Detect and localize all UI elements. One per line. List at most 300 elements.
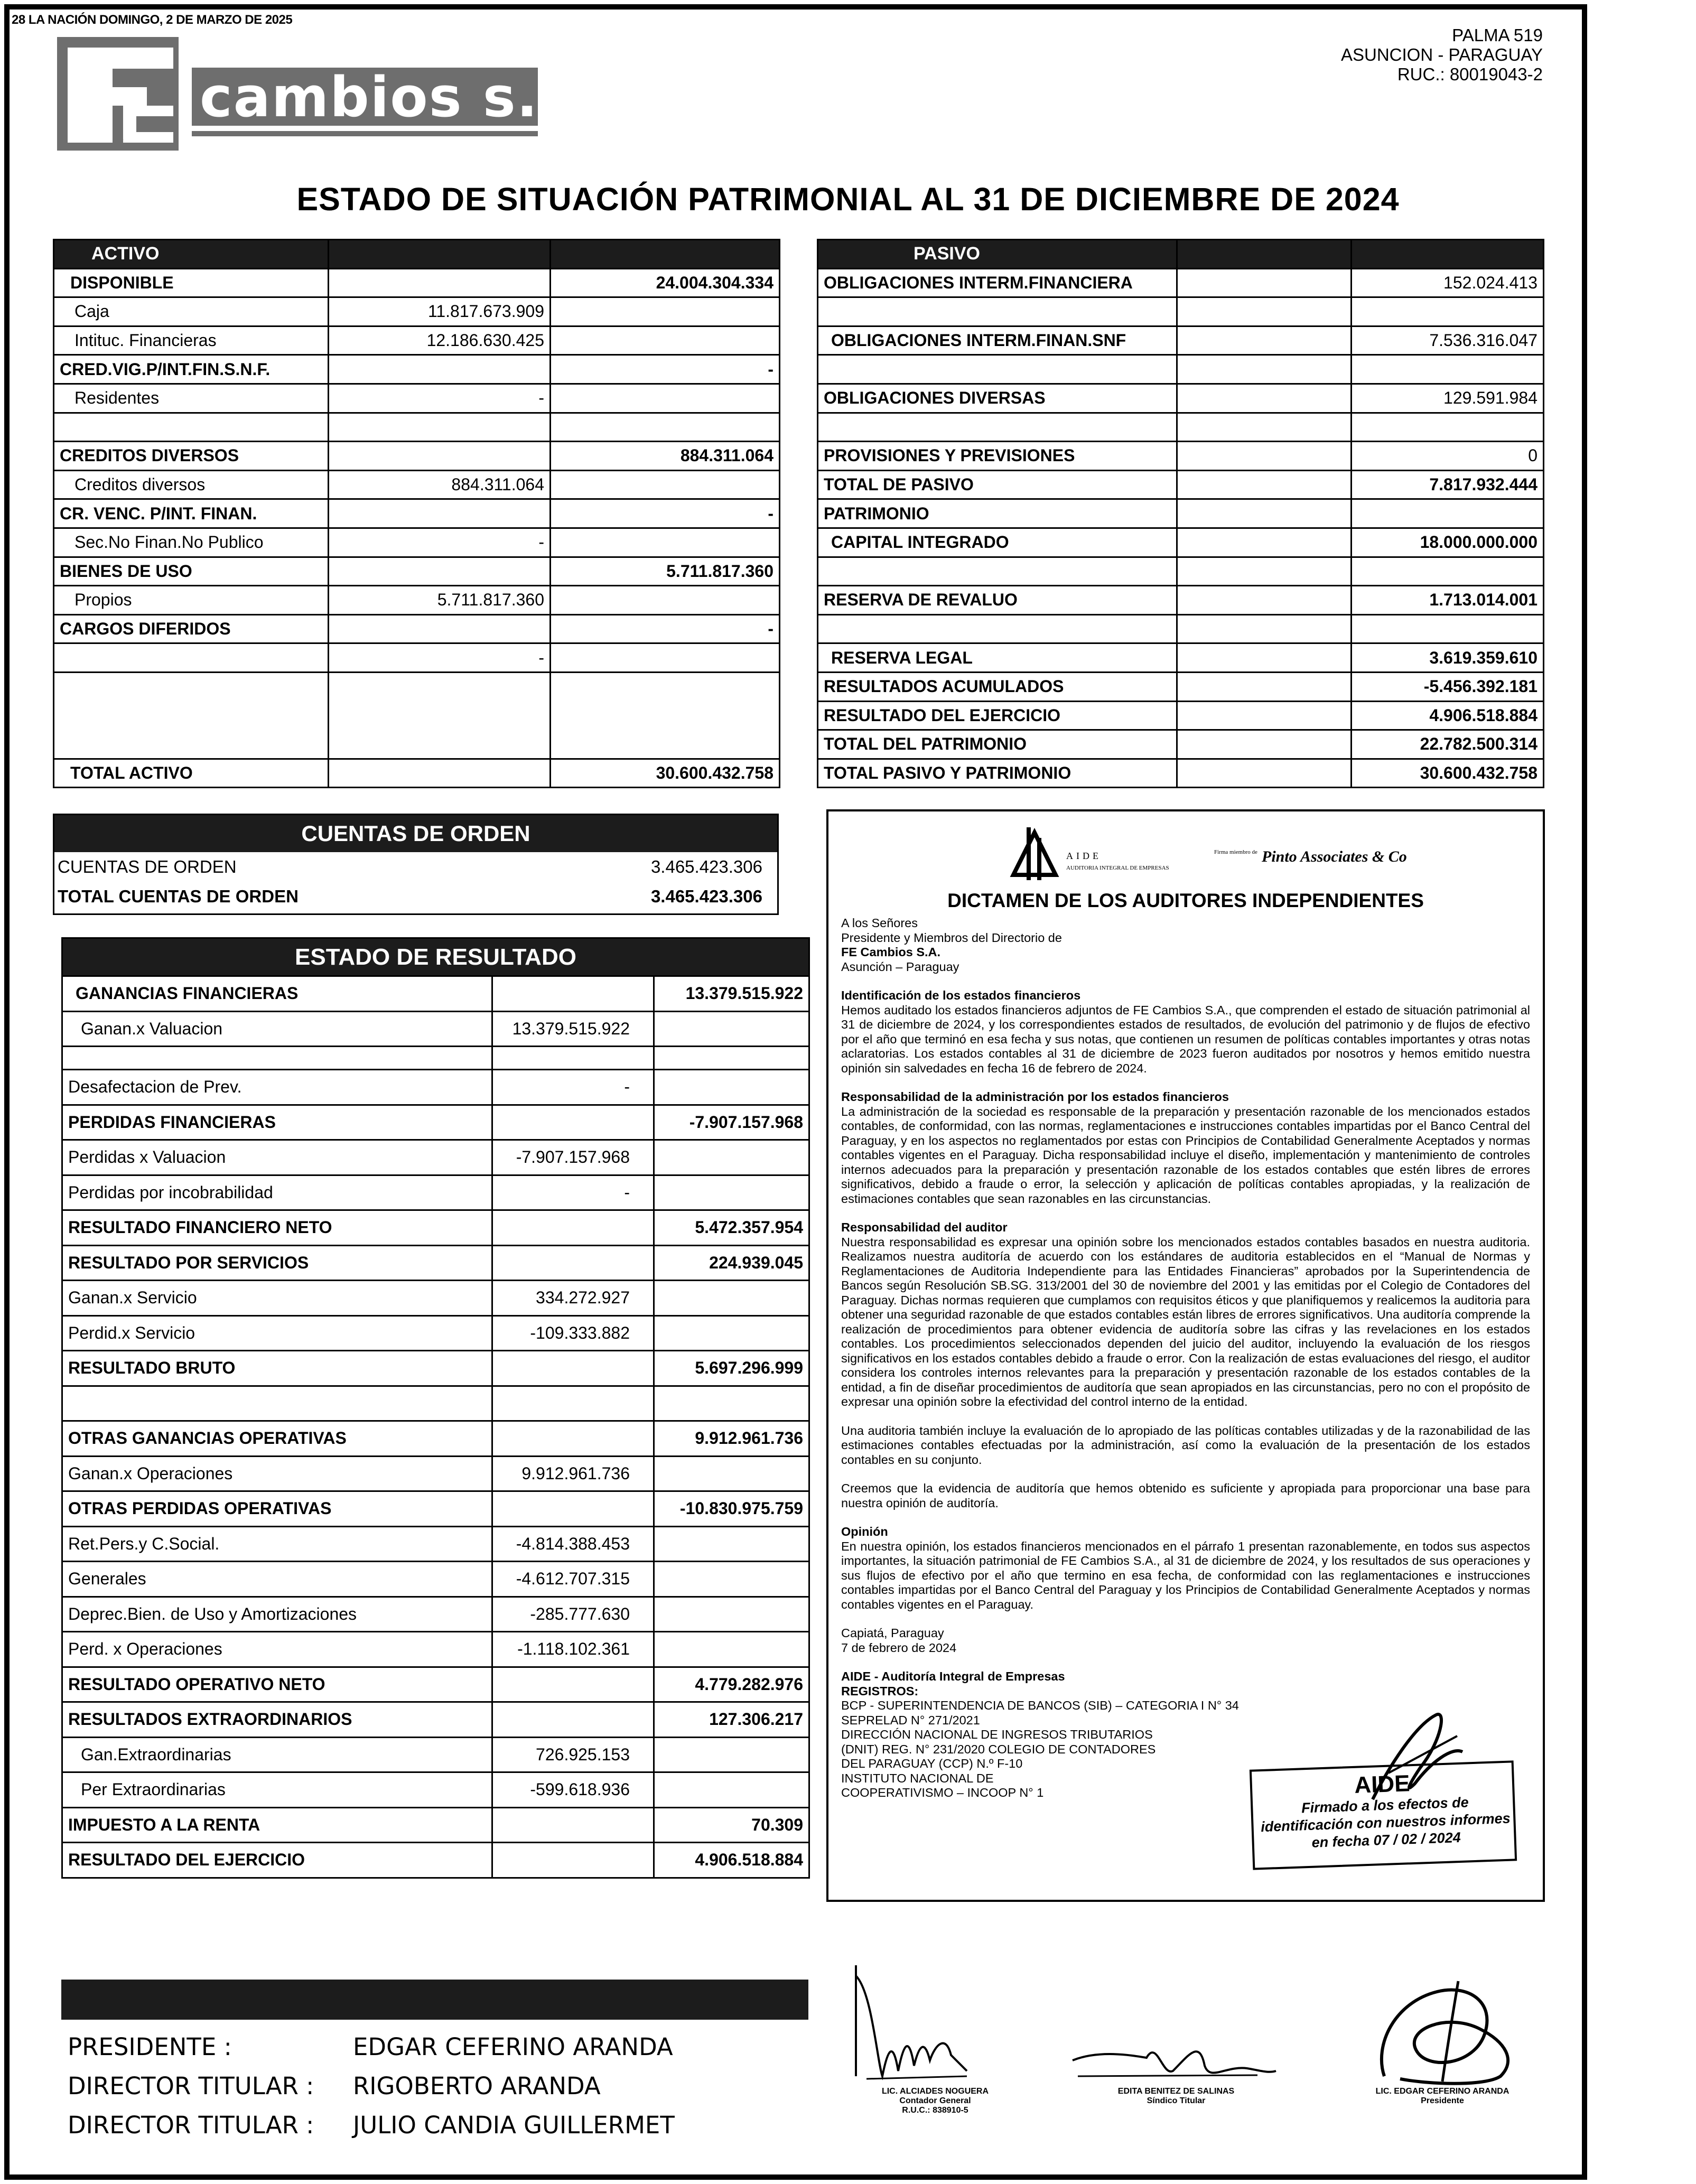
amount: 22.782.500.314 bbox=[1352, 730, 1544, 759]
sub-amount: 726.925.153 bbox=[492, 1737, 654, 1772]
pasivo-row bbox=[818, 557, 1544, 586]
amount: 7.536.316.047 bbox=[1352, 326, 1544, 355]
account-label bbox=[62, 1386, 492, 1421]
sub-amount bbox=[329, 413, 551, 442]
sub-amount bbox=[329, 759, 551, 788]
total-amount bbox=[654, 1737, 809, 1772]
amount bbox=[1352, 355, 1544, 384]
sub-amount: 12.186.630.425 bbox=[329, 326, 551, 355]
account-label: Propios bbox=[54, 586, 329, 615]
amount bbox=[1352, 614, 1544, 643]
amount: 18.000.000.000 bbox=[1352, 528, 1544, 557]
account-label: DISPONIBLE bbox=[54, 268, 329, 297]
total-amount: 127.306.217 bbox=[654, 1702, 809, 1738]
pasivo-row bbox=[818, 759, 1544, 788]
resultado-row bbox=[62, 1597, 809, 1632]
section-heading: Responsabilidad del auditor bbox=[841, 1220, 1008, 1234]
orden-amount: 3.465.423.306 bbox=[650, 857, 762, 876]
account-label: Ganan.x Servicio bbox=[62, 1281, 492, 1316]
pasivo-row bbox=[818, 672, 1544, 701]
total-amount bbox=[654, 1047, 809, 1070]
header-cell bbox=[329, 240, 551, 269]
total-amount: 70.309 bbox=[654, 1807, 809, 1843]
auditor-report bbox=[826, 809, 1545, 1902]
account-label bbox=[54, 672, 329, 701]
activo-row bbox=[54, 442, 780, 471]
director-name: RIGOBERTO ARANDA bbox=[353, 2072, 601, 2100]
pasivo-header: PASIVO bbox=[818, 240, 1177, 269]
registro-line: COOPERATIVISMO – INCOOP N° 1 bbox=[841, 1786, 1044, 1799]
total-amount: -10.830.975.759 bbox=[654, 1491, 809, 1527]
blank-cell bbox=[1177, 557, 1352, 586]
account-label: Gan.Extraordinarias bbox=[62, 1737, 492, 1772]
stamp-aide: AIDE bbox=[1354, 1770, 1411, 1798]
aide-logo-name: AIDE bbox=[1066, 851, 1102, 861]
account-label: RESULTADO DEL EJERCICIO bbox=[62, 1843, 492, 1878]
orden-row bbox=[58, 882, 774, 911]
section-text: Una auditoria también incluye la evaluación de lo apropiado de las políticas contables utilizadas y de la razonabilidad de las estimaciones contables efectuadas por la administración, así como la evaluación de la presentación de los estados contables en su conjunto. bbox=[841, 1423, 1530, 1467]
resultado-row bbox=[62, 1047, 809, 1070]
registro-line: DIRECCIÓN NACIONAL DE INGRESOS TRIBUTARIOS bbox=[841, 1728, 1153, 1741]
director-row bbox=[68, 2028, 675, 2067]
resultado-row bbox=[62, 1351, 809, 1386]
registros-label: REGISTROS: bbox=[841, 1684, 919, 1698]
addressee-line: A los Señores bbox=[841, 916, 918, 930]
account-label: RESULTADO BRUTO bbox=[62, 1351, 492, 1386]
resultado-row bbox=[62, 976, 809, 1012]
stamp-line: identificación con nuestros informes bbox=[1260, 1810, 1511, 1835]
total-amount bbox=[551, 586, 780, 615]
activo-row bbox=[54, 614, 780, 643]
sub-amount bbox=[492, 1421, 654, 1457]
account-label: RESULTADOS ACUMULADOS bbox=[818, 672, 1177, 701]
aide-logo-partner: Pinto Associates & Co bbox=[1262, 848, 1407, 865]
director-row bbox=[68, 2067, 675, 2106]
aide-logo-member: Firma miembro de bbox=[1214, 849, 1257, 855]
pasivo-row bbox=[818, 297, 1544, 326]
total-amount bbox=[654, 1070, 809, 1105]
activo-row bbox=[54, 672, 780, 701]
resultado-row bbox=[62, 1526, 809, 1562]
section-heading: Opinión bbox=[841, 1525, 888, 1538]
account-label: Ganan.x Valuacion bbox=[62, 1011, 492, 1047]
account-label: Perd. x Operaciones bbox=[62, 1632, 492, 1667]
account-label bbox=[818, 614, 1177, 643]
total-amount: - bbox=[551, 355, 780, 384]
amount bbox=[1352, 557, 1544, 586]
account-label: TOTAL DE PASIVO bbox=[818, 470, 1177, 499]
resultado-header-row bbox=[62, 938, 809, 976]
amount: 7.817.932.444 bbox=[1352, 470, 1544, 499]
addressee-line: Presidente y Miembros del Directorio de bbox=[841, 930, 1062, 945]
pasivo-row bbox=[818, 384, 1544, 413]
total-amount: 224.939.045 bbox=[654, 1245, 809, 1281]
amount bbox=[1352, 499, 1544, 528]
resultado-row bbox=[62, 1210, 809, 1246]
resultado-row bbox=[62, 1175, 809, 1210]
sub-amount bbox=[329, 730, 551, 759]
account-label: Perdidas x Valuacion bbox=[62, 1140, 492, 1175]
address-line: ASUNCION - PARAGUAY bbox=[1341, 45, 1543, 64]
activo-row bbox=[54, 268, 780, 297]
sub-amount bbox=[329, 355, 551, 384]
header-cell bbox=[1177, 240, 1352, 269]
activo-row bbox=[54, 384, 780, 413]
total-amount: 4.906.518.884 bbox=[654, 1843, 809, 1878]
account-label: Generales bbox=[62, 1562, 492, 1597]
resultado-row bbox=[62, 1105, 809, 1140]
addressee-line: Asunción – Paraguay bbox=[841, 959, 959, 974]
report-date-text: 7 de febrero de 2024 bbox=[841, 1640, 957, 1655]
header-cell bbox=[551, 240, 780, 269]
pasivo-row bbox=[818, 701, 1544, 730]
pasivo-row bbox=[818, 614, 1544, 643]
stamp-line: en fecha 07 / 02 / 2024 bbox=[1311, 1829, 1461, 1851]
total-amount bbox=[551, 528, 780, 557]
account-label: Creditos diversos bbox=[54, 470, 329, 499]
resultado-row bbox=[62, 1456, 809, 1491]
resultado-row bbox=[62, 1491, 809, 1527]
total-amount bbox=[551, 643, 780, 673]
director-role: DIRECTOR TITULAR : bbox=[68, 2111, 314, 2139]
sub-amount: 9.912.961.736 bbox=[492, 1456, 654, 1491]
pasivo-row bbox=[818, 326, 1544, 355]
addressee bbox=[841, 916, 1530, 974]
pasivo-table bbox=[817, 239, 1544, 788]
section-heading: Identificación de los estados financieros bbox=[841, 988, 1081, 1002]
page-title: ESTADO DE SITUACIÓN PATRIMONIAL AL 31 DE DICIEMBRE DE 2024 bbox=[296, 181, 1400, 217]
sub-amount bbox=[329, 268, 551, 297]
section-heading: Responsabilidad de la administración por los estados financieros bbox=[841, 1090, 1229, 1104]
pasivo-row bbox=[818, 499, 1544, 528]
resultado-row bbox=[62, 1245, 809, 1281]
resultado-row bbox=[62, 1140, 809, 1175]
total-amount: 5.711.817.360 bbox=[551, 557, 780, 586]
account-label: OTRAS GANANCIAS OPERATIVAS bbox=[62, 1421, 492, 1457]
blank-cell bbox=[1177, 268, 1352, 297]
sub-amount bbox=[492, 1351, 654, 1386]
resultado-row bbox=[62, 1772, 809, 1808]
director-role: DIRECTOR TITULAR : bbox=[68, 2072, 314, 2100]
amount: 129.591.984 bbox=[1352, 384, 1544, 413]
activo-table bbox=[53, 239, 780, 788]
blank-cell bbox=[1177, 730, 1352, 759]
resultado-row bbox=[62, 1632, 809, 1667]
section-text: Hemos auditado los estados financieros adjuntos de FE Cambios S.A., que comprenden el estado de situación patrimonial al 31 de diciembre de 2024, y los correspondientes estados de resultados, de evolución del patrimonio y de flujos de efectivo por el año que terminó en esa fecha y sus notas, que contienen un resumen de políticas contables importantes y otras notas aclaratorias. Los estados contables al 31 de diciembre de 2023 fueron auditados por nosotros y hemos emitido nuestra opinión sin salvedades en fecha 16 de febrero de 2024. bbox=[841, 1003, 1530, 1075]
pasivo-row bbox=[818, 413, 1544, 442]
total-amount: 9.912.961.736 bbox=[654, 1421, 809, 1457]
stamp-line: Firmado a los efectos de bbox=[1301, 1794, 1469, 1816]
account-label: PERDIDAS FINANCIERAS bbox=[62, 1105, 492, 1140]
signature-contador bbox=[845, 1955, 983, 2092]
blank-cell bbox=[1177, 643, 1352, 673]
aide-logo bbox=[1003, 822, 1415, 885]
total-amount bbox=[654, 1281, 809, 1316]
account-label bbox=[818, 355, 1177, 384]
sub-amount bbox=[329, 442, 551, 471]
total-amount bbox=[551, 730, 780, 759]
sub-amount bbox=[492, 1807, 654, 1843]
total-amount bbox=[551, 672, 780, 701]
signature-label-presidente bbox=[1331, 2087, 1553, 2106]
directors-header-bar bbox=[61, 1980, 808, 2020]
cuentas-de-orden-header: CUENTAS DE ORDEN bbox=[54, 815, 777, 852]
total-amount: - bbox=[551, 499, 780, 528]
blank-cell bbox=[1177, 442, 1352, 471]
amount: 4.906.518.884 bbox=[1352, 701, 1544, 730]
pasivo-row bbox=[818, 730, 1544, 759]
addressee-line: FE Cambios S.A. bbox=[841, 945, 941, 959]
total-amount bbox=[654, 1526, 809, 1562]
total-amount bbox=[551, 701, 780, 730]
company-address bbox=[1341, 25, 1543, 84]
blank-cell bbox=[1177, 759, 1352, 788]
orden-label: CUENTAS DE ORDEN bbox=[58, 857, 237, 876]
report-section bbox=[841, 1090, 1530, 1206]
auditor-signature bbox=[1357, 1704, 1473, 1810]
total-amount bbox=[654, 1562, 809, 1597]
report-section bbox=[841, 1481, 1530, 1510]
report-section bbox=[841, 1525, 1530, 1612]
activo-row bbox=[54, 528, 780, 557]
logo-wordmark: cambios s.a. bbox=[200, 65, 599, 129]
registro-line: DEL PARAGUAY (CCP) N.º F-10 bbox=[841, 1757, 1023, 1770]
account-label: RESULTADOS EXTRAORDINARIOS bbox=[62, 1702, 492, 1738]
amount bbox=[1352, 297, 1544, 326]
signer-name: LIC. EDGAR CEFERINO ARANDA bbox=[1375, 2087, 1509, 2096]
registro-line: SEPRELAD N° 271/2021 bbox=[841, 1713, 980, 1727]
sub-amount bbox=[492, 1210, 654, 1246]
account-label: Deprec.Bien. de Uso y Amortizaciones bbox=[62, 1597, 492, 1632]
total-amount bbox=[654, 1315, 809, 1351]
account-label: Perdid.x Servicio bbox=[62, 1315, 492, 1351]
total-amount bbox=[654, 1632, 809, 1667]
account-label: RESULTADO FINANCIERO NETO bbox=[62, 1210, 492, 1246]
account-label: CARGOS DIFERIDOS bbox=[54, 614, 329, 643]
account-label: Intituc. Financieras bbox=[54, 326, 329, 355]
account-label: OBLIGACIONES INTERM.FINAN.SNF bbox=[818, 326, 1177, 355]
sub-amount bbox=[329, 614, 551, 643]
account-label bbox=[818, 413, 1177, 442]
report-date bbox=[841, 1626, 1530, 1655]
signer-name: LIC. ALCIADES NOGUERA bbox=[881, 2087, 989, 2096]
signature-label-sindico bbox=[1065, 2087, 1287, 2106]
activo-row bbox=[54, 730, 780, 759]
blank-cell bbox=[1177, 614, 1352, 643]
sub-amount: 5.711.817.360 bbox=[329, 586, 551, 615]
amount: 0 bbox=[1352, 442, 1544, 471]
activo-row bbox=[54, 643, 780, 673]
blank-cell bbox=[1177, 672, 1352, 701]
account-label: Desafectacion de Prev. bbox=[62, 1070, 492, 1105]
account-label: Sec.No Finan.No Publico bbox=[54, 528, 329, 557]
activo-row bbox=[54, 470, 780, 499]
blank-cell bbox=[1177, 470, 1352, 499]
account-label: RESULTADO POR SERVICIOS bbox=[62, 1245, 492, 1281]
blank-cell bbox=[1177, 297, 1352, 326]
account-label: Residentes bbox=[54, 384, 329, 413]
total-amount bbox=[654, 1175, 809, 1210]
total-amount: 5.697.296.999 bbox=[654, 1351, 809, 1386]
pasivo-row bbox=[818, 470, 1544, 499]
logo-mark-text: FE bbox=[123, 140, 124, 141]
signature-presidente bbox=[1363, 1971, 1532, 2092]
account-label: Ganan.x Operaciones bbox=[62, 1456, 492, 1491]
amount: -5.456.392.181 bbox=[1352, 672, 1544, 701]
sub-amount: -285.777.630 bbox=[492, 1597, 654, 1632]
section-text: Nuestra responsabilidad es expresar una opinión sobre los mencionados estados contables basados en nuestra auditoria. Realizamos nuestra auditoría de acuerdo con los estándares de auditoria establecidos en el “Manual de Normas y Reglamentaciones de Auditoria Independiente para las Entidades Financieras” aprobados por la Superintendencia de Bancos según Resolución SB.SG. 313/2001 del 30 de noviembre del 2001 y las emitidas por el Colegio de Contadores del Paraguay. Dichas normas requieren que cumplamos con requisitos éticos y que planifiquemos y realicemos la auditoria para obtener una seguridad razonable de que estados contables están libres de errores significativos. Una auditoría comprende la realización de procedimientos para obtener evidencia de auditoría sobre las cifras y las revelaciones en los estados contables. Los procedimientos seleccionados dependen del juicio del auditor, incluyendo la evaluación de los riesgos significativos en los estados contables debido a fraude o error. Con la realización de estas evaluaciones del riesgo, el auditor considera los controles internos relevantes para la preparación y presentación razonable de los estados contables de la entidad, a fin de diseñar procedimientos de auditoría que sean apropiados en las circunstancias, pero no con el propósito de expresar una opinión sobre la efectividad del control interno de la entidad. bbox=[841, 1235, 1530, 1408]
newspaper-header: 28 LA NACIÓN DOMINGO, 2 DE MARZO DE 2025 bbox=[12, 13, 293, 27]
section-text: Creemos que la evidencia de auditoría que hemos obtenido es suficiente y apropiada para proporcionar una base para nuestra opinión de auditoría. bbox=[841, 1481, 1530, 1510]
signature-label-contador bbox=[824, 2087, 1046, 2115]
estado-de-resultado-table bbox=[61, 937, 810, 1879]
activo-row bbox=[54, 557, 780, 586]
account-label bbox=[818, 557, 1177, 586]
total-amount bbox=[654, 1011, 809, 1047]
total-amount bbox=[654, 1456, 809, 1491]
resultado-row bbox=[62, 1315, 809, 1351]
account-label: CRED.VIG.P/INT.FIN.S.N.F. bbox=[54, 355, 329, 384]
sub-amount bbox=[492, 1047, 654, 1070]
aide-logo-tagline: AUDITORIA INTEGRAL DE EMPRESAS bbox=[1066, 865, 1169, 871]
total-amount bbox=[654, 1772, 809, 1808]
orden-row bbox=[58, 852, 774, 882]
total-amount: - bbox=[551, 614, 780, 643]
activo-header-row bbox=[54, 240, 780, 269]
sub-amount: - bbox=[329, 384, 551, 413]
header-cell bbox=[1352, 240, 1544, 269]
cuentas-de-orden-box bbox=[53, 814, 779, 915]
report-section bbox=[841, 1220, 1530, 1410]
account-label bbox=[54, 701, 329, 730]
account-label: IMPUESTO A LA RENTA bbox=[62, 1807, 492, 1843]
signer-title: Presidente bbox=[1421, 2096, 1464, 2105]
account-label: Perdidas por incobrabilidad bbox=[62, 1175, 492, 1210]
total-amount: 884.311.064 bbox=[551, 442, 780, 471]
sub-amount: 11.817.673.909 bbox=[329, 297, 551, 326]
account-label: OBLIGACIONES DIVERSAS bbox=[818, 384, 1177, 413]
activo-row bbox=[54, 355, 780, 384]
resultado-row bbox=[62, 1562, 809, 1597]
account-label: RESULTADO DEL EJERCICIO bbox=[818, 701, 1177, 730]
total-amount: 4.779.282.976 bbox=[654, 1667, 809, 1702]
sub-amount bbox=[329, 499, 551, 528]
blank-cell bbox=[1177, 499, 1352, 528]
account-label bbox=[54, 413, 329, 442]
sub-amount bbox=[492, 1843, 654, 1878]
sub-amount: -599.618.936 bbox=[492, 1772, 654, 1808]
account-label: RESERVA DE REVALUO bbox=[818, 586, 1177, 615]
activo-row bbox=[54, 499, 780, 528]
directors-list bbox=[68, 2028, 675, 2145]
report-section bbox=[841, 1424, 1530, 1468]
sub-amount: - bbox=[329, 528, 551, 557]
amount: 3.619.359.610 bbox=[1352, 643, 1544, 673]
total-amount bbox=[654, 1386, 809, 1421]
pasivo-row bbox=[818, 442, 1544, 471]
pasivo-header-row bbox=[818, 240, 1544, 269]
total-amount bbox=[654, 1140, 809, 1175]
total-amount bbox=[551, 384, 780, 413]
report-section bbox=[841, 988, 1530, 1076]
activo-row bbox=[54, 326, 780, 355]
activo-row bbox=[54, 701, 780, 730]
firm-name: AIDE - Auditoría Integral de Empresas bbox=[841, 1669, 1065, 1683]
blank-cell bbox=[1177, 586, 1352, 615]
amount: 30.600.432.758 bbox=[1352, 759, 1544, 788]
resultado-row bbox=[62, 1386, 809, 1421]
total-amount bbox=[551, 470, 780, 499]
account-label: CREDITOS DIVERSOS bbox=[54, 442, 329, 471]
resultado-row bbox=[62, 1421, 809, 1457]
account-label bbox=[62, 1047, 492, 1070]
account-label: Caja bbox=[54, 297, 329, 326]
signer-title: Síndico Titular bbox=[1147, 2096, 1206, 2105]
resultado-row bbox=[62, 1070, 809, 1105]
blank-cell bbox=[1177, 528, 1352, 557]
resultado-row bbox=[62, 1702, 809, 1738]
resultado-row bbox=[62, 1667, 809, 1702]
total-amount bbox=[551, 413, 780, 442]
auditor-report-body bbox=[841, 916, 1530, 1800]
total-amount: -7.907.157.968 bbox=[654, 1105, 809, 1140]
orden-label: TOTAL CUENTAS DE ORDEN bbox=[58, 886, 299, 906]
sub-amount bbox=[492, 1386, 654, 1421]
sub-amount bbox=[329, 557, 551, 586]
blank-cell bbox=[1177, 701, 1352, 730]
resultado-row bbox=[62, 1737, 809, 1772]
resultado-row bbox=[62, 1011, 809, 1047]
activo-header: ACTIVO bbox=[54, 240, 329, 269]
director-role: PRESIDENTE : bbox=[68, 2033, 232, 2061]
resultado-row bbox=[62, 1843, 809, 1878]
pasivo-row bbox=[818, 643, 1544, 673]
account-label: CR. VENC. P/INT. FINAN. bbox=[54, 499, 329, 528]
sub-amount: - bbox=[492, 1175, 654, 1210]
activo-row bbox=[54, 759, 780, 788]
sub-amount: - bbox=[329, 643, 551, 673]
sub-amount: 334.272.927 bbox=[492, 1281, 654, 1316]
sub-amount: -109.333.882 bbox=[492, 1315, 654, 1351]
sub-amount: -1.118.102.361 bbox=[492, 1632, 654, 1667]
account-label: TOTAL DEL PATRIMONIO bbox=[818, 730, 1177, 759]
sub-amount: -4.612.707.315 bbox=[492, 1562, 654, 1597]
pasivo-row bbox=[818, 528, 1544, 557]
resultado-header: ESTADO DE RESULTADO bbox=[62, 938, 809, 976]
amount: 1.713.014.001 bbox=[1352, 586, 1544, 615]
sub-amount bbox=[492, 1245, 654, 1281]
pasivo-row bbox=[818, 268, 1544, 297]
amount: 152.024.413 bbox=[1352, 268, 1544, 297]
blank-cell bbox=[1177, 326, 1352, 355]
registro-line: INSTITUTO NACIONAL DE bbox=[841, 1771, 994, 1785]
registro-line: BCP - SUPERINTENDENCIA DE BANCOS (SIB) – CATEGORIA I N° 34 bbox=[841, 1698, 1239, 1712]
amount bbox=[1352, 413, 1544, 442]
registro-line: (DNIT) REG. N° 231/2020 COLEGIO DE CONTADORES bbox=[841, 1742, 1156, 1756]
account-label: Per Extraordinarias bbox=[62, 1772, 492, 1808]
total-amount: 13.379.515.922 bbox=[654, 976, 809, 1012]
section-text: En nuestra opinión, los estados financieros mencionados en el párrafo 1 presentan razonablemente, en todos sus aspectos importantes, la situación patrimonial de FE Cambios S.A., al 31 de diciembre de 2024, y los resultados de sus operaciones y sus flujos de efectivo por el año que termino en esa fecha, de conformidad con las reglamentaciones e instrucciones contables impartidas por el Banco Central del Paraguay y los Principios de Contabilidad Generalmente Aceptados y normas contables vigentes en el Paraguay. bbox=[841, 1539, 1530, 1611]
section-text: La administración de la sociedad es responsable de la preparación y presentación razonable de los mencionados estados contables, de conformidad, con las normas, reglamentaciones e instrucciones contables impartidas por el Banco Central del Paraguay, y en los aspectos no reglamentados por estas con Principios de Contabilidad Generalmente Aceptados y normas contables vigentes en el Paraguay. Dicha responsabilidad incluye el diseño, implementación y mantenimiento de controles internos adecuados para la preparación y presentación razonable de los estados contables que estén libres de errores significativos, debido a fraude o error, la selección y aplicación de políticas contables apropiadas, y la realización de estimaciones contables que sean razonables en las circunstancias. bbox=[841, 1104, 1530, 1206]
report-place: Capiatá, Paraguay bbox=[841, 1626, 944, 1640]
activo-row bbox=[54, 297, 780, 326]
pasivo-row bbox=[818, 355, 1544, 384]
account-label: OTRAS PERDIDAS OPERATIVAS bbox=[62, 1491, 492, 1527]
address-line: PALMA 519 bbox=[1452, 25, 1543, 45]
signer-title: Contador General bbox=[899, 2096, 971, 2105]
sub-amount: -7.907.157.968 bbox=[492, 1140, 654, 1175]
account-label: RESERVA LEGAL bbox=[818, 643, 1177, 673]
